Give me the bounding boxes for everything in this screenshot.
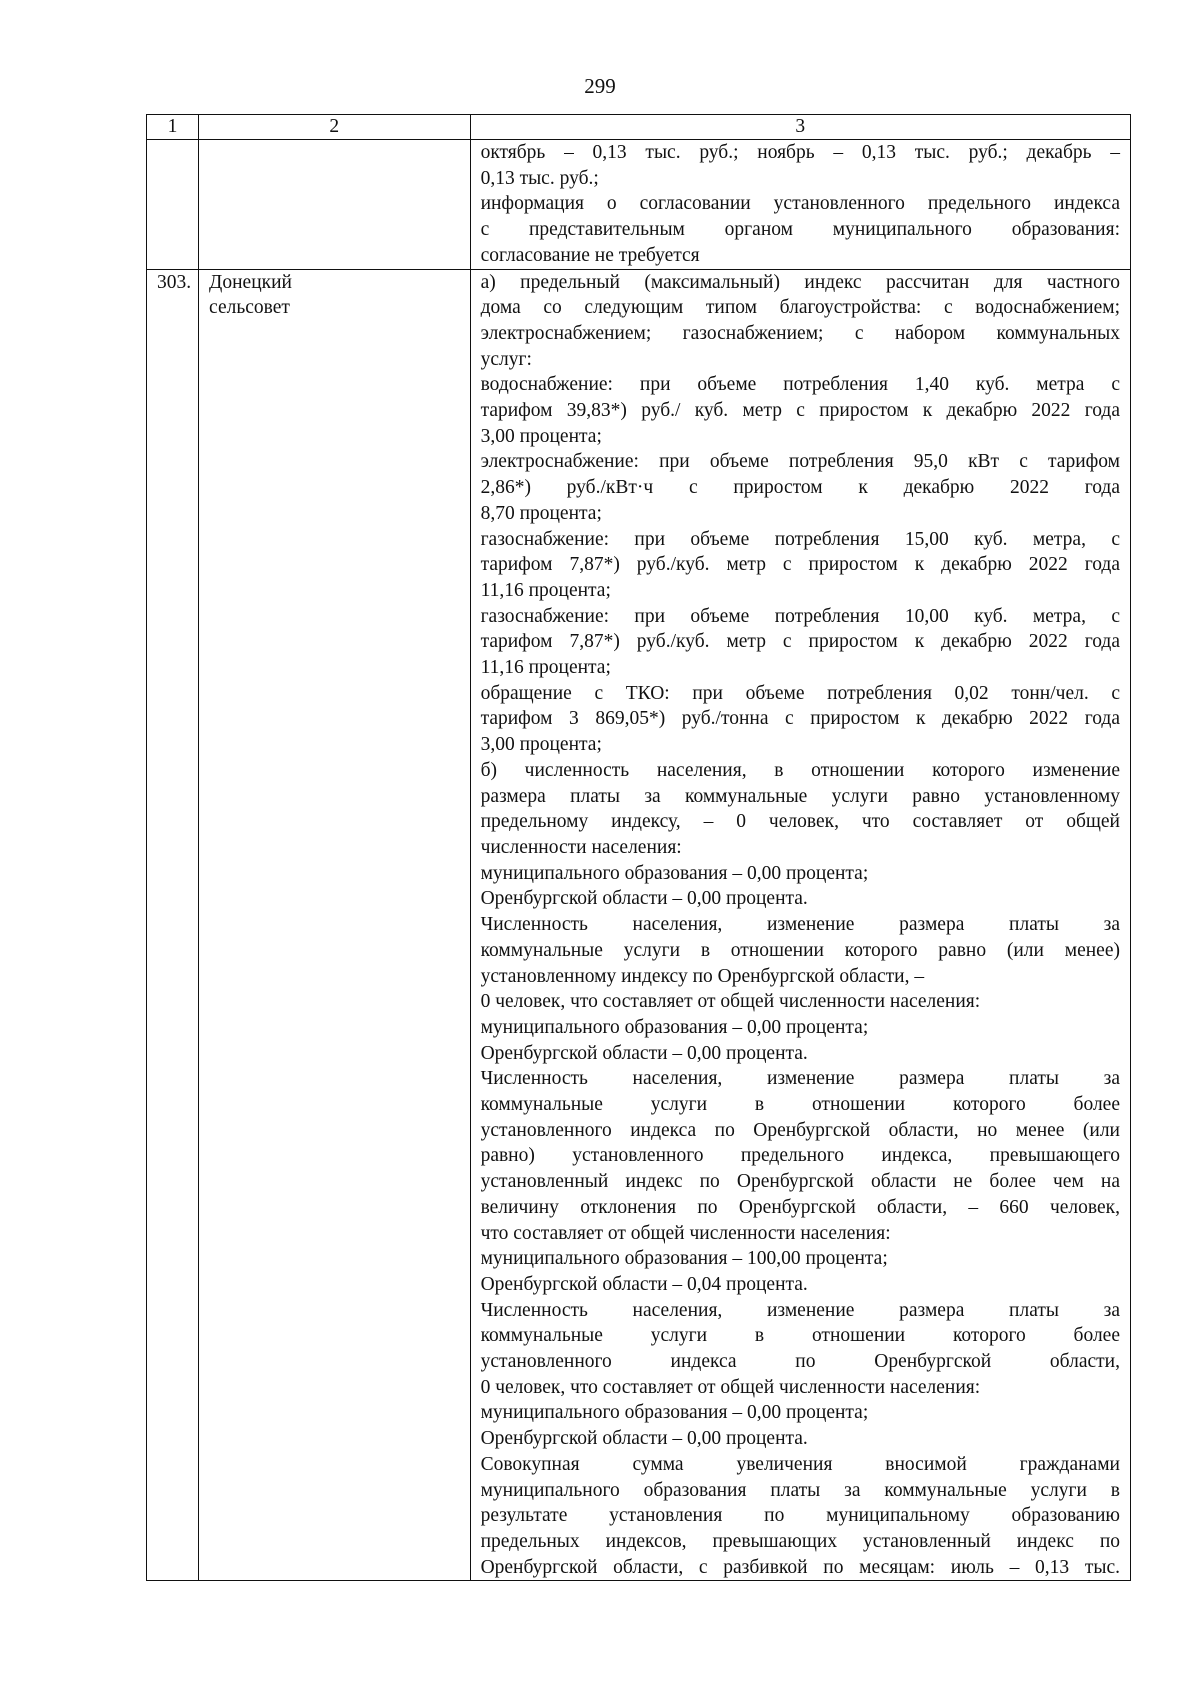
text-line: равно) установленного предельного индекса, превышающего [480, 1145, 1120, 1167]
municipality-name [199, 269, 471, 1581]
text-line: Оренбургской области – 0,00 процента. [480, 1042, 808, 1064]
text-line: Оренбургской области – 0,00 процента. [480, 1428, 808, 1450]
text-line: с представительным органом муниципального образования: [480, 219, 1120, 241]
text-line: результате установления по муниципальному образованию [480, 1505, 1120, 1527]
text-line: что составляет от общей численности населения: [480, 1222, 891, 1244]
text-line: дома со следующим типом благоустройства: с водоснабжением; [480, 297, 1120, 319]
index-table [146, 114, 1131, 1581]
text-line: 3,00 процента; [480, 425, 602, 447]
text-line: размера платы за коммунальные услуги равно установленному [480, 785, 1120, 807]
text-line: муниципального образования – 0,00 процента; [480, 1016, 869, 1038]
text-line: электроснабжением; газоснабжением; с набором коммунальных [480, 322, 1120, 344]
text-line: обращение с ТКО: при объеме потребления 0,02 тонн/чел. с [480, 682, 1120, 704]
text-line: 0 человек, что составляет от общей численности населения: [480, 1376, 981, 1398]
text-line: газоснабжение: при объеме потребления 10,00 куб. метра, с [480, 605, 1120, 627]
text-line: предельных индексов, превышающих установленный индекс по [480, 1530, 1120, 1552]
text-line: Оренбургской области, с разбивкой по месяцам: июль – 0,13 тыс. [480, 1556, 1120, 1578]
text-line: установленному индексу по Оренбургской области, – [480, 965, 925, 987]
column-header-2: 2 [199, 115, 471, 140]
text-line: установленного индекса по Оренбургской области, но менее (или [480, 1119, 1120, 1141]
row-number-empty [147, 140, 199, 270]
text-line: Численность населения, изменение размера платы за [480, 1299, 1120, 1321]
column-header-1: 1 [147, 115, 199, 140]
text-line: тарифом 7,87*) руб./куб. метр с приростом к декабрю 2022 года [480, 554, 1120, 576]
row-number: 303. [147, 269, 199, 1581]
text-line: услуг: [480, 348, 532, 370]
text-line: б) численность населения, в отношении которого изменение [480, 759, 1120, 781]
text-line: газоснабжение: при объеме потребления 15,00 куб. метра, с [480, 528, 1120, 550]
text-line: а) предельный (максимальный) индекс рассчитан для частного [480, 271, 1120, 293]
text-line: Численность населения, изменение размера платы за [480, 914, 1120, 936]
text-line: 3,00 процента; [480, 734, 602, 756]
table-row [147, 269, 1131, 1581]
municipality-name-line: Донецкий [209, 271, 292, 293]
text-line: 0 человек, что составляет от общей численности населения: [480, 991, 981, 1013]
page-number: 299 [584, 74, 616, 98]
municipality-empty [199, 140, 471, 270]
text-line: 11,16 процента; [480, 579, 611, 601]
text-line: муниципального образования – 0,00 процента; [480, 1402, 869, 1424]
text-line: 0,13 тыс. руб.; [480, 167, 599, 189]
column-header-3: 3 [470, 115, 1130, 140]
text-line: коммунальные услуги в отношении которого равно (или менее) [480, 939, 1120, 961]
text-line: водоснабжение: при объеме потребления 1,40 куб. метра с [480, 374, 1120, 396]
text-line: величину отклонения по Оренбургской области, – 660 человек, [480, 1196, 1120, 1218]
text-line: 2,86*) руб./кВт·ч с приростом к декабрю 2022 года [480, 477, 1120, 499]
table-row-continuation [147, 140, 1131, 270]
text-line: муниципального образования – 100,00 процента; [480, 1248, 888, 1270]
text-line: численности населения: [480, 836, 682, 858]
text-line: тарифом 7,87*) руб./куб. метр с приростом к декабрю 2022 года [480, 631, 1120, 653]
continuation-text [470, 140, 1130, 270]
text-line: Оренбургской области – 0,00 процента. [480, 888, 808, 910]
text-line: 11,16 процента; [480, 657, 611, 679]
text-line: 8,70 процента; [480, 502, 602, 524]
text-line: коммунальные услуги в отношении которого более [480, 1325, 1120, 1347]
text-line: установленного индекса по Оренбургской области, [480, 1351, 1120, 1373]
text-line: муниципального образования платы за коммунальные услуги в [480, 1479, 1120, 1501]
municipality-name-line: сельсовет [209, 297, 290, 319]
text-line: согласование не требуется [480, 244, 700, 266]
text-line: предельному индексу, – 0 человек, что составляет от общей [480, 811, 1120, 833]
text-line: Численность населения, изменение размера платы за [480, 1068, 1120, 1090]
text-line: тарифом 39,83*) руб./ куб. метр с приростом к декабрю 2022 года [480, 400, 1120, 422]
text-line: информация о согласовании установленного предельного индекса [480, 193, 1120, 215]
table-header-row [147, 115, 1131, 140]
text-line: Совокупная сумма увеличения вносимой гражданами [480, 1453, 1120, 1475]
text-line: октябрь – 0,13 тыс. руб.; ноябрь – 0,13 тыс. руб.; декабрь – [480, 142, 1120, 163]
text-line: Оренбургской области – 0,04 процента. [480, 1273, 808, 1295]
text-line: электроснабжение: при объеме потребления 95,0 кВт с тарифом [480, 451, 1120, 473]
text-line: тарифом 3 869,05*) руб./тонна с приростом к декабрю 2022 года [480, 708, 1120, 730]
text-line: муниципального образования – 0,00 процента; [480, 862, 869, 884]
index-description [470, 269, 1130, 1581]
text-line: коммунальные услуги в отношении которого более [480, 1094, 1120, 1116]
text-line: установленный индекс по Оренбургской области не более чем на [480, 1171, 1120, 1193]
